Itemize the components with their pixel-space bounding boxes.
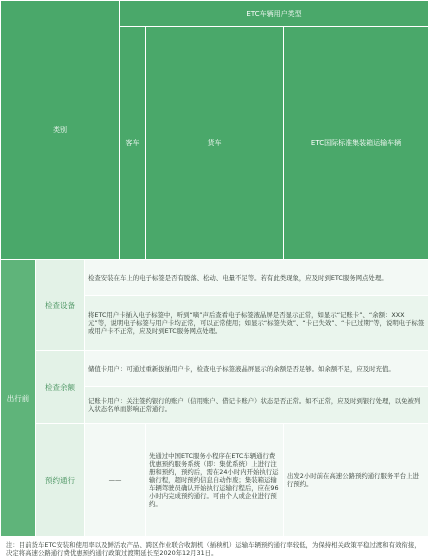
appointment-fresh-text: 出发2小时前在高速公路预约通行服务平台上进行预约。 [284,424,429,537]
etc-policy-table: 类别 ETC车辆用户类型 客车 货车 ETC国际标准集装箱运输车辆 ETC鲜活农产品运输车辆用户和运输跨区联合作业收割机（插秧机）车辆 出行前 检查设备 检查安装在车上的电子标签是否有脱落、松动、电量不足等。若有此类现象，应及时到ETC服务网点处理。 将ETC用户卡插入电子标签中，听到“嘀”声后查看电子标签液晶屏是否显示正常，如显示“记账卡”、“余额：XXX元”等，说明电子标签与用户卡均正常，可以正常使用；如显示“标签失效”、“卡已失效”、“卡已过期”等，说明电子标签或用户卡不正常，应及时到ETC服务网点处理。 检查余额 储值卡用户：可通过重新拔插用户卡，检查电子标签液晶屏显示的余额是否足够。如余额不足，应及时充值。 记账卡用户：关注签约银行的账户（信用账户、借记卡账户）状态是否正常。如不正常，应及时到银行处理，以免被列入状态名单而影响正常通行。 预约通行 —— 先通过中国ETC服务小程序在ETC车辆通行费优惠预约服务系统（即：集优系统）上进行注册和预约，预约后，需在24小时内开始执行运输行程，超时预约信息自动作废；集装箱运输车辆驾驶员确认开始执行运输行程后，应在96小时内完成预约通行。可由个人或企业进行预约。 出发2小时前在高速公路预约通行服务平台上进行预约。 [0,0,429,537]
appointment-container-text: 先通过中国ETC服务小程序在ETC车辆通行费优惠预约服务系统（即：集优系统）上进行注册和预约，预约后，需在24小时内开始执行运输行程，超时预约信息自动作废；集装箱运输车辆驾驶员确认开始执行运输行程后，应在96小时内完成预约通行。可由个人或企业进行预约。 [146,424,284,537]
footnote: 注：目前货车ETC安装和使用率以及鲜活农产品、跨区作业联合收割机（插秧机）运输车辆预约通行率较低，为保持相关政策平稳过渡和有效衔接，决定将高速公路通行费优惠预约通行政策过渡期延长至2020年12月31日。 [6,541,421,557]
appointment-passenger-truck-dash: —— [85,424,146,537]
check-balance-label: 检查余额 [36,351,85,424]
truck-column-header: 货车 [146,27,284,260]
check-device-text-1: 检查安装在车上的电子标签是否有脱落、松动、电量不足等。若有此类现象，应及时到ETC服务网点处理。 [85,260,429,296]
check-device-text-2: 将ETC用户卡插入电子标签中，听到“嘀”声后查看电子标签液晶屏是否显示正常，如显示“记账卡”、“余额：XXX元”等，说明电子标签与用户卡均正常，可以正常使用；如显示“标签失效”、“卡已失效”、“卡已过期”等，说明电子标签或用户卡不正常，应及时到ETC服务网点处理。 [85,296,429,351]
check-balance-text-1: 储值卡用户：可通过重新拔插用户卡，检查电子标签液晶屏显示的余额是否足够。如余额不足，应及时充值。 [85,351,429,387]
category-header: 类别 [1,1,120,260]
etc-user-type-header: ETC车辆用户类型 [120,1,429,27]
before-trip-group-label: 出行前 [1,260,36,537]
check-device-label: 检查设备 [36,260,85,351]
passenger-column-header: 客车 [120,27,146,260]
container-column-header: ETC国际标准集装箱运输车辆 [284,27,429,260]
check-balance-text-2: 记账卡用户：关注签约银行的账户（信用账户、借记卡账户）状态是否正常。如不正常，应及时到银行处理，以免被列入状态名单而影响正常通行。 [85,387,429,424]
appointment-label: 预约通行 [36,424,85,537]
